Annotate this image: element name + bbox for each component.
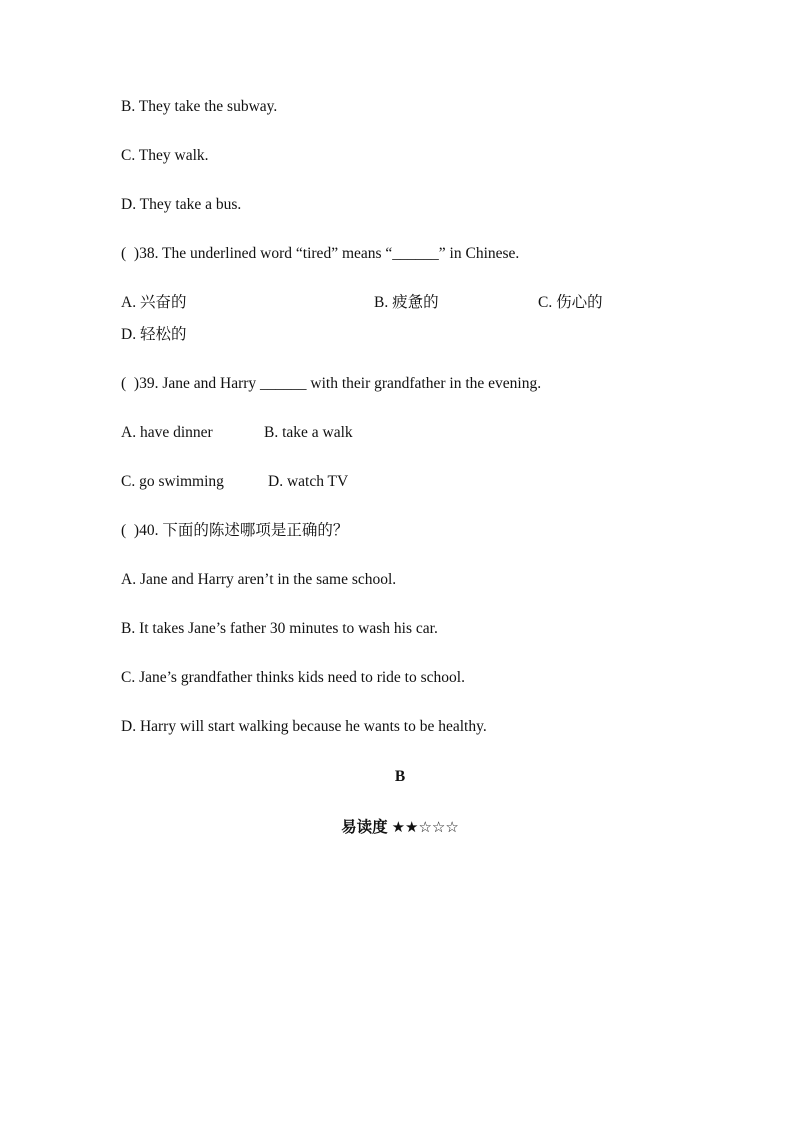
section-heading: B: [394, 768, 406, 785]
q40-option-b: B. It takes Jane’s father 30 minutes to wash his car.: [121, 620, 438, 637]
q38-option-b: B. 疲惫的: [374, 294, 439, 311]
star-rating-icons: ★★☆☆☆: [391, 818, 459, 836]
difficulty-rating: [0, 817, 800, 838]
q37-option-c: C. They walk.: [121, 147, 209, 164]
q38-option-c: C. 伤心的: [538, 294, 603, 311]
q39-option-c: C. go swimming: [121, 473, 224, 490]
q40-stem: ( )40. 下面的陈述哪项是正确的？: [121, 522, 349, 539]
q37-option-b: B. They take the subway.: [121, 98, 278, 115]
q39-option-a: A. have dinner: [121, 424, 213, 441]
q39-option-d: D. watch TV: [268, 473, 349, 490]
q40-option-c: C. Jane’s grandfather thinks kids need to ride to school.: [121, 669, 465, 686]
q37-option-d: D. They take a bus.: [121, 196, 242, 213]
difficulty-label: 易读度: [341, 819, 388, 836]
q38-option-a: A. 兴奋的: [121, 294, 187, 311]
q38-stem: ( )38. The underlined word “tired” means “______” in Chinese.: [121, 245, 520, 262]
q39-option-b: B. take a walk: [264, 424, 353, 441]
q40-option-d: D. Harry will start walking because he wants to be healthy.: [121, 718, 487, 735]
q38-option-d: D. 轻松的: [121, 326, 187, 343]
q40-option-a: A. Jane and Harry aren’t in the same school.: [121, 571, 397, 588]
q39-stem: ( )39. Jane and Harry ______ with their grandfather in the evening.: [121, 375, 542, 392]
